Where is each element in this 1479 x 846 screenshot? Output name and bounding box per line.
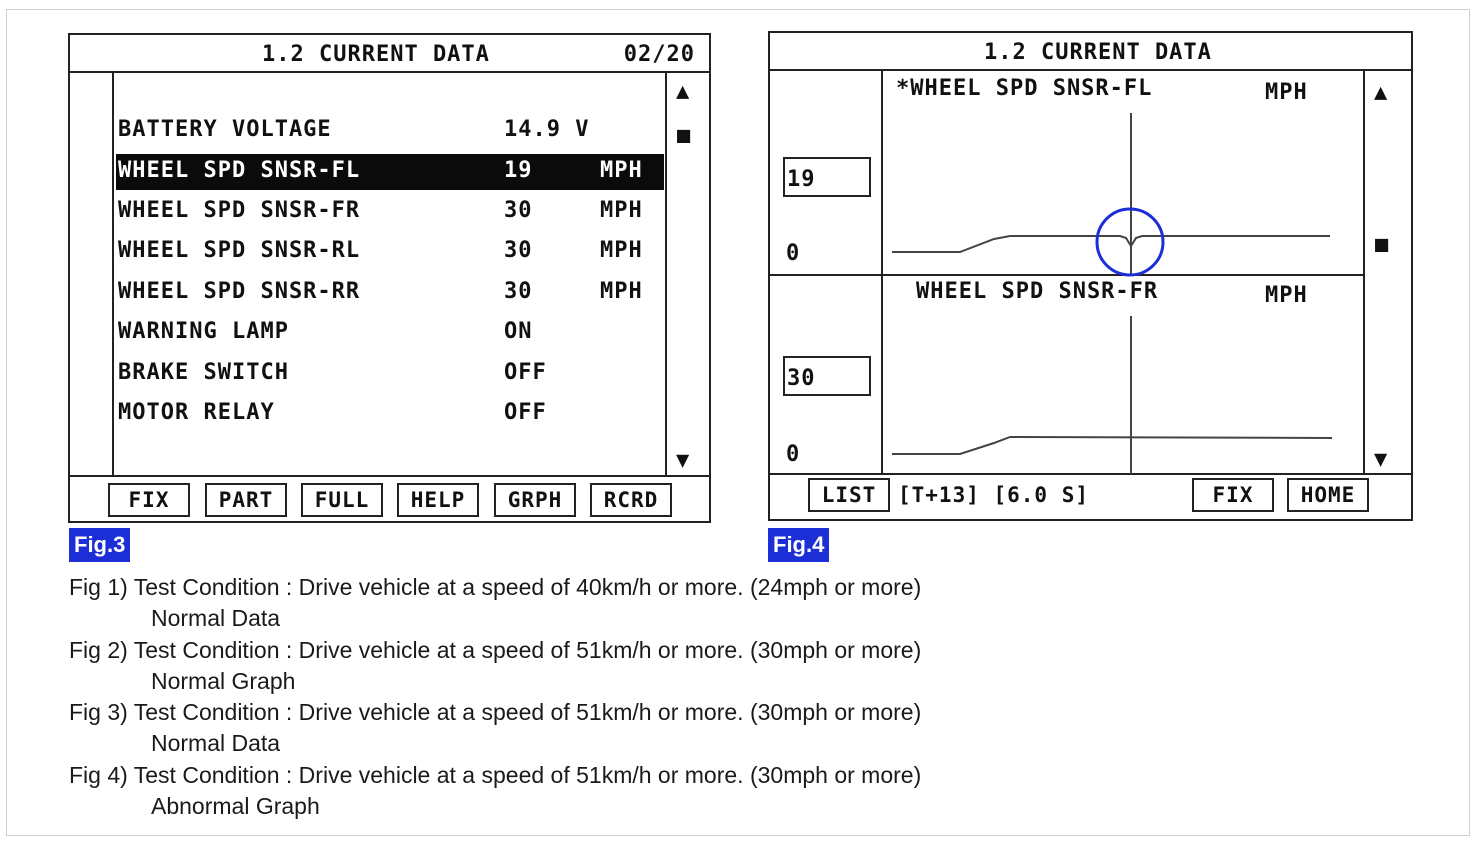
graph1-title: *WHEEL SPD SNSR-FL bbox=[896, 76, 1153, 101]
caption-fig2-result: Normal Graph bbox=[151, 667, 296, 694]
caption-fig3-result: Normal Data bbox=[151, 730, 281, 757]
caption-fig4: Fig 4) Test Condition : Drive vehicle at a speed of 51km/h or more. (30mph or more) bbox=[69, 761, 922, 788]
data-row-warning-lamp[interactable] bbox=[116, 315, 664, 351]
caption-fig1: Fig 1) Test Condition : Drive vehicle at a speed of 40km/h or more. (24mph or more) bbox=[69, 574, 922, 600]
row-name: WHEEL SPD SNSR-FL bbox=[118, 158, 361, 183]
scroll-thumb-icon[interactable]: ■ bbox=[1375, 232, 1390, 257]
caption-fig4-result: Abnormal Graph bbox=[151, 793, 320, 820]
row-name: WHEEL SPD SNSR-RR bbox=[118, 279, 361, 304]
row-name: WHEEL SPD SNSR-FR bbox=[118, 198, 361, 223]
fig4-graph-area bbox=[770, 33, 1411, 519]
row-name: BATTERY VOLTAGE bbox=[118, 117, 332, 142]
row-name: WARNING LAMP bbox=[118, 319, 289, 344]
grph-button[interactable]: GRPH bbox=[494, 483, 576, 517]
graph1-min-value: 0 bbox=[786, 241, 801, 266]
row-value: 30 bbox=[504, 238, 533, 263]
fig4-graph-screen bbox=[768, 31, 1413, 521]
row-value: OFF bbox=[504, 400, 547, 425]
row-value: ON bbox=[504, 319, 533, 344]
data-row-wheel-spd-rr[interactable] bbox=[116, 275, 664, 311]
graph2-unit: MPH bbox=[1265, 283, 1308, 308]
scroll-up-arrow-icon[interactable]: ▲ bbox=[676, 79, 690, 104]
row-name: BRAKE SWITCH bbox=[118, 360, 289, 385]
data-row-motor-relay[interactable] bbox=[116, 396, 664, 432]
graph1-unit: MPH bbox=[1265, 80, 1308, 105]
graph2-trace bbox=[892, 437, 1332, 454]
fix-button[interactable]: FIX bbox=[1192, 478, 1274, 512]
full-button[interactable]: FULL bbox=[301, 483, 383, 517]
row-name: MOTOR RELAY bbox=[118, 400, 275, 425]
caption-fig1-result: Normal Data bbox=[151, 605, 281, 632]
fix-button[interactable]: FIX bbox=[108, 483, 190, 517]
row-value: 30 bbox=[504, 279, 533, 304]
fig3-page-indicator: 02/20 bbox=[623, 42, 695, 67]
data-row-battery-voltage[interactable] bbox=[116, 113, 664, 149]
row-unit: MPH bbox=[600, 198, 643, 223]
fig3-title: 1.2 CURRENT DATA bbox=[262, 42, 490, 67]
graph2-min-value: 0 bbox=[786, 442, 801, 467]
row-unit: MPH bbox=[600, 158, 643, 183]
row-value: 19 bbox=[504, 158, 533, 183]
scroll-up-arrow-icon[interactable]: ▲ bbox=[1374, 80, 1389, 105]
list-button[interactable]: LIST bbox=[808, 478, 890, 512]
caption-fig2: Fig 2) Test Condition : Drive vehicle at a speed of 51km/h or more. (30mph or more) bbox=[69, 636, 922, 663]
graph1-current-value: 19 bbox=[787, 167, 816, 192]
row-name: WHEEL SPD SNSR-RL bbox=[118, 238, 361, 263]
help-button[interactable]: HELP bbox=[397, 483, 479, 517]
fig3-label: Fig.3 bbox=[69, 528, 130, 562]
fig3-left-divider bbox=[112, 73, 114, 477]
fig4-label: Fig.4 bbox=[768, 528, 829, 562]
row-value: 30 bbox=[504, 198, 533, 223]
data-row-wheel-spd-fl-selected[interactable] bbox=[116, 154, 664, 190]
rcrd-button[interactable]: RCRD bbox=[590, 483, 672, 517]
scroll-down-arrow-icon[interactable]: ▼ bbox=[1374, 447, 1389, 472]
data-row-brake-switch[interactable] bbox=[116, 356, 664, 392]
fig4-title: 1.2 CURRENT DATA bbox=[984, 40, 1212, 65]
graph2-current-value: 30 bbox=[787, 366, 816, 391]
graph2-title: WHEEL SPD SNSR-FR bbox=[916, 279, 1159, 304]
scroll-down-arrow-icon[interactable]: ▼ bbox=[676, 448, 690, 473]
fig3-right-divider bbox=[665, 73, 667, 477]
test-condition-captions bbox=[69, 572, 921, 822]
row-unit: MPH bbox=[600, 279, 643, 304]
row-value: 14.9 V bbox=[504, 117, 590, 142]
data-row-wheel-spd-rl[interactable] bbox=[116, 234, 664, 270]
fig3-current-data-screen bbox=[68, 33, 711, 523]
data-row-wheel-spd-fr[interactable] bbox=[116, 194, 664, 230]
row-unit: MPH bbox=[600, 238, 643, 263]
row-value: OFF bbox=[504, 360, 547, 385]
fig3-bottom-divider bbox=[70, 475, 709, 477]
fig3-title-bar bbox=[70, 35, 709, 73]
scroll-thumb-icon[interactable]: ■ bbox=[677, 123, 691, 148]
graph1-trace bbox=[892, 236, 1330, 252]
part-button[interactable]: PART bbox=[205, 483, 287, 517]
time-window-readout: [T+13] [6.0 S] bbox=[898, 483, 1090, 507]
home-button[interactable]: HOME bbox=[1287, 478, 1369, 512]
caption-fig3: Fig 3) Test Condition : Drive vehicle at a speed of 51km/h or more. (30mph or more) bbox=[69, 699, 922, 726]
